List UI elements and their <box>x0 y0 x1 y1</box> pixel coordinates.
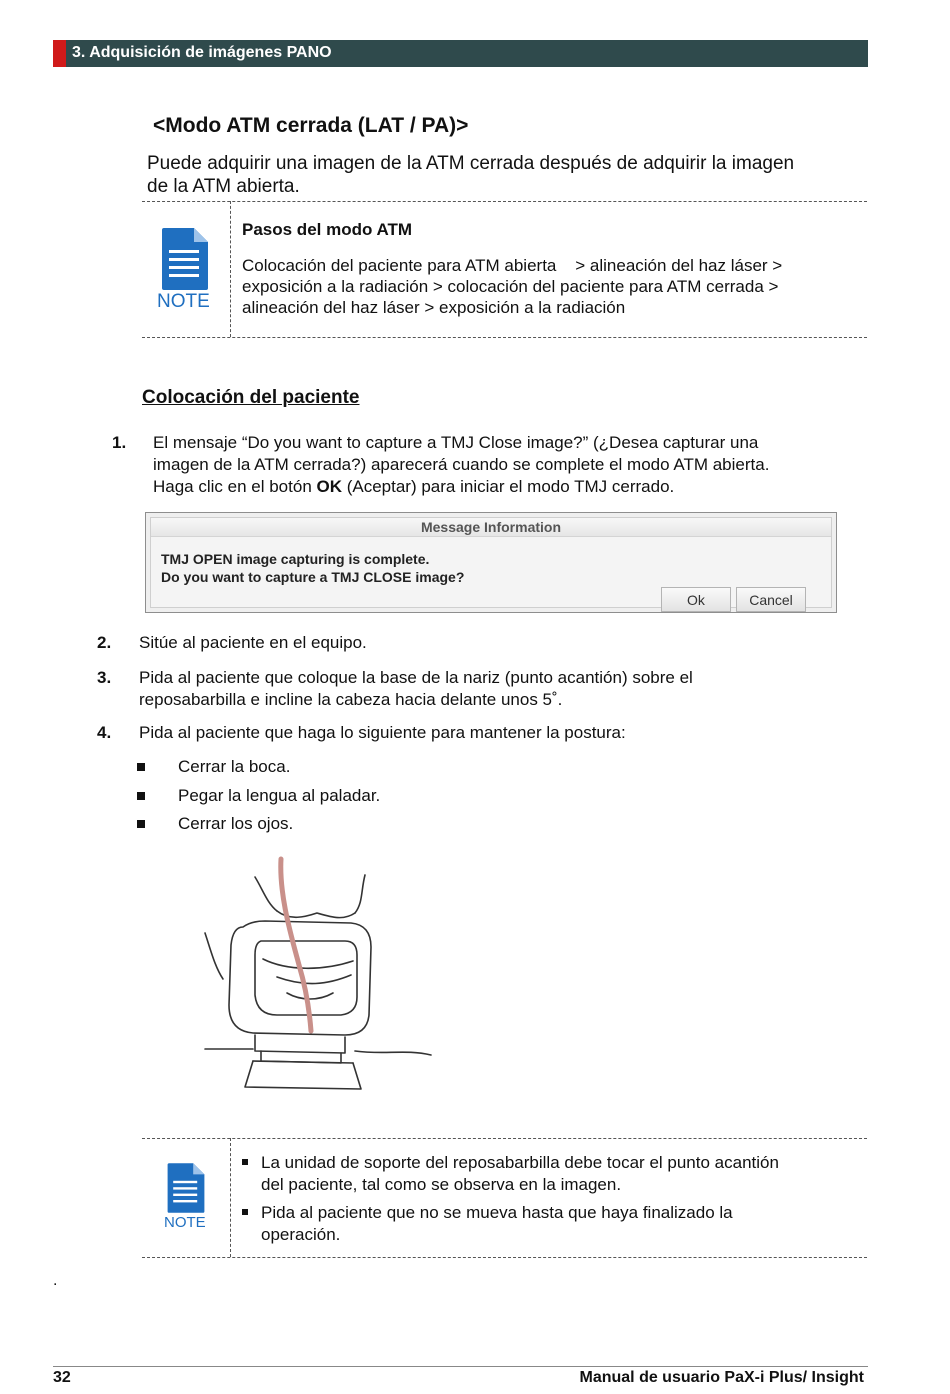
bullet-item: Cerrar la boca. <box>178 757 291 776</box>
note2-bullet-1: La unidad de soporte del reposabarbilla debe tocar el punto acantión del paciente, tal como se observa en la imagen. <box>261 1153 779 1194</box>
step2-text: Sitúe al paciente en el equipo. <box>139 633 367 652</box>
note2-bullet-2: Pida al paciente que no se mueva hasta que haya finalizado la operación. <box>261 1203 733 1244</box>
bullet-marker <box>137 820 145 828</box>
dialog-message: TMJ OPEN image capturing is complete. Do you want to capture a TMJ CLOSE image? <box>161 551 465 585</box>
note-icon <box>166 1163 206 1218</box>
stray-dot: . <box>53 1272 58 1289</box>
bullet-marker <box>137 792 145 800</box>
note2-bullet-marker <box>242 1209 248 1215</box>
note1-bottom-border <box>142 337 867 338</box>
page-number: 32 <box>53 1369 71 1386</box>
chin-rest-illustration <box>195 855 445 1100</box>
note1-title: Pasos del modo ATM <box>242 220 413 239</box>
cancel-button[interactable]: Cancel <box>736 587 806 612</box>
note-icon-label: NOTE <box>157 291 210 312</box>
note1-top-border <box>142 201 867 202</box>
step1-text: El mensaje “Do you want to capture a TMJ Close image?” (¿Desea capturar una imagen de la ATM cerrada?) aparecerá cuando se complete el modo ATM abierta. Haga clic en el botón OK (Aceptar) para iniciar el modo TMJ cerrado. <box>153 433 770 496</box>
intro-text: Puede adquirir una imagen de la ATM cerrada después de adquirir la imagen de la ATM abierta. <box>147 153 795 197</box>
footer-rule <box>53 1366 868 1367</box>
dialog-title: Message Information <box>420 519 562 535</box>
section-header-accent <box>53 40 66 67</box>
manual-title: Manual de usuario PaX-i Plus/ Insight <box>579 1369 864 1386</box>
note1-divider <box>230 201 231 337</box>
bullet-item: Cerrar los ojos. <box>178 814 294 833</box>
note2-top-border <box>142 1138 867 1139</box>
step2-number: 2. <box>97 633 112 652</box>
note-icon <box>160 228 210 295</box>
step3-text: Pida al paciente que coloque la base de la nariz (punto acantión) sobre el reposabarbilla e incline la cabeza hacia delante unos 5˚. <box>139 668 693 709</box>
note2-divider <box>230 1138 231 1257</box>
ok-button[interactable]: Ok <box>661 587 731 612</box>
step3-number: 3. <box>97 668 112 687</box>
note2-bullet-marker <box>242 1159 248 1165</box>
note2-bottom-border <box>142 1257 867 1258</box>
note1-body: Colocación del paciente para ATM abierta > alineación del haz láser > exposición a la radiación > colocación del paciente para ATM cerrada > alineación del haz láser > exposición a la radiación <box>242 256 783 317</box>
note-icon-label: NOTE <box>164 1214 206 1231</box>
step4-text: Pida al paciente que haga lo siguiente para mantener la postura: <box>139 723 626 742</box>
step4-number: 4. <box>97 723 112 742</box>
bullet-item: Pegar la lengua al paladar. <box>178 786 381 805</box>
section-heading: Colocación del paciente <box>142 387 360 408</box>
message-dialog <box>145 512 837 613</box>
step1-number: 1. <box>112 433 127 452</box>
bullet-marker <box>137 763 145 771</box>
section-header-title: 3. Adquisición de imágenes PANO <box>72 44 332 61</box>
page-title: <Modo ATM cerrada (LAT / PA)> <box>153 114 469 137</box>
